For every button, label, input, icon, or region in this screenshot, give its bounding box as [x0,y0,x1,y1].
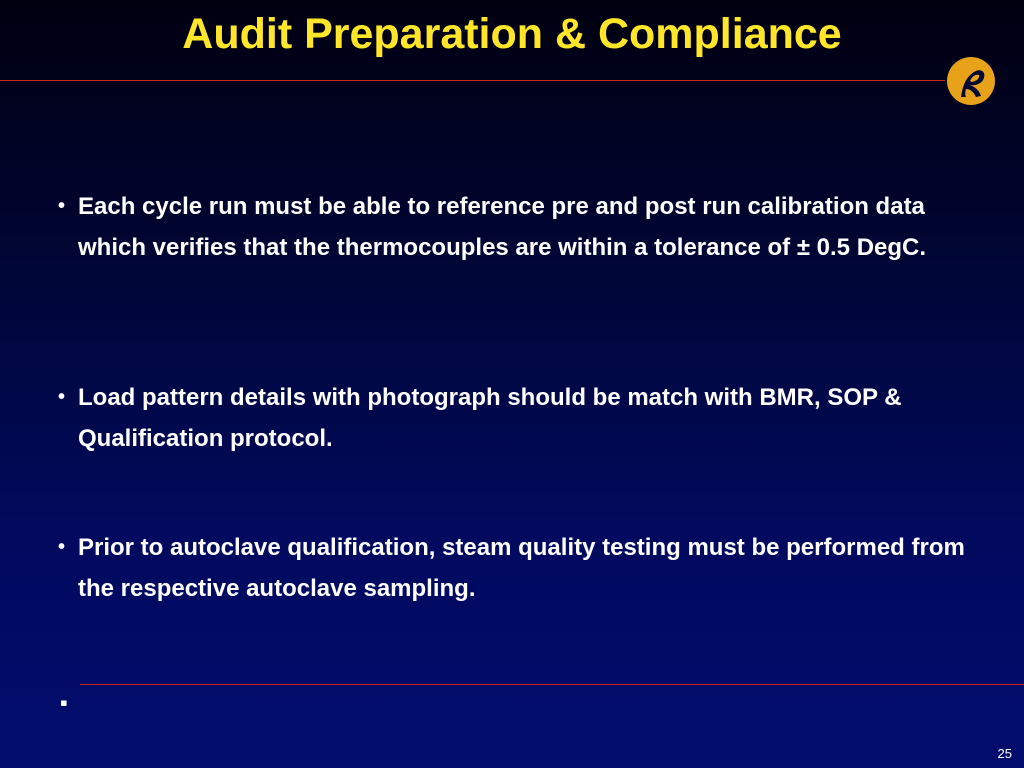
bullet-marker: • [58,386,66,408]
page-number: 25 [997,746,1012,761]
bullet-item [58,527,968,609]
bullet-item [58,186,968,268]
reliance-logo-icon [946,56,996,106]
footer-divider [80,684,1024,685]
bullet-text: Each cycle run must be able to reference pre and post run calibration data which verifies that the thermocouples are within a tolerance of ± 0.5 DegC. [78,193,927,261]
title-divider [0,80,945,81]
bullet-marker: • [58,195,66,217]
slide-title: Audit Preparation & Compliance [182,10,842,58]
bullet-item [58,377,968,459]
bullet-marker: • [58,536,66,558]
empty-bullet-marker: ▪ [60,690,68,715]
bullet-text: Prior to autoclave qualification, steam quality testing must be performed from the respective autoclave sampling. [78,534,965,602]
bullet-text: Load pattern details with photograph should be match with BMR, SOP & Qualification protocol. [78,384,902,452]
